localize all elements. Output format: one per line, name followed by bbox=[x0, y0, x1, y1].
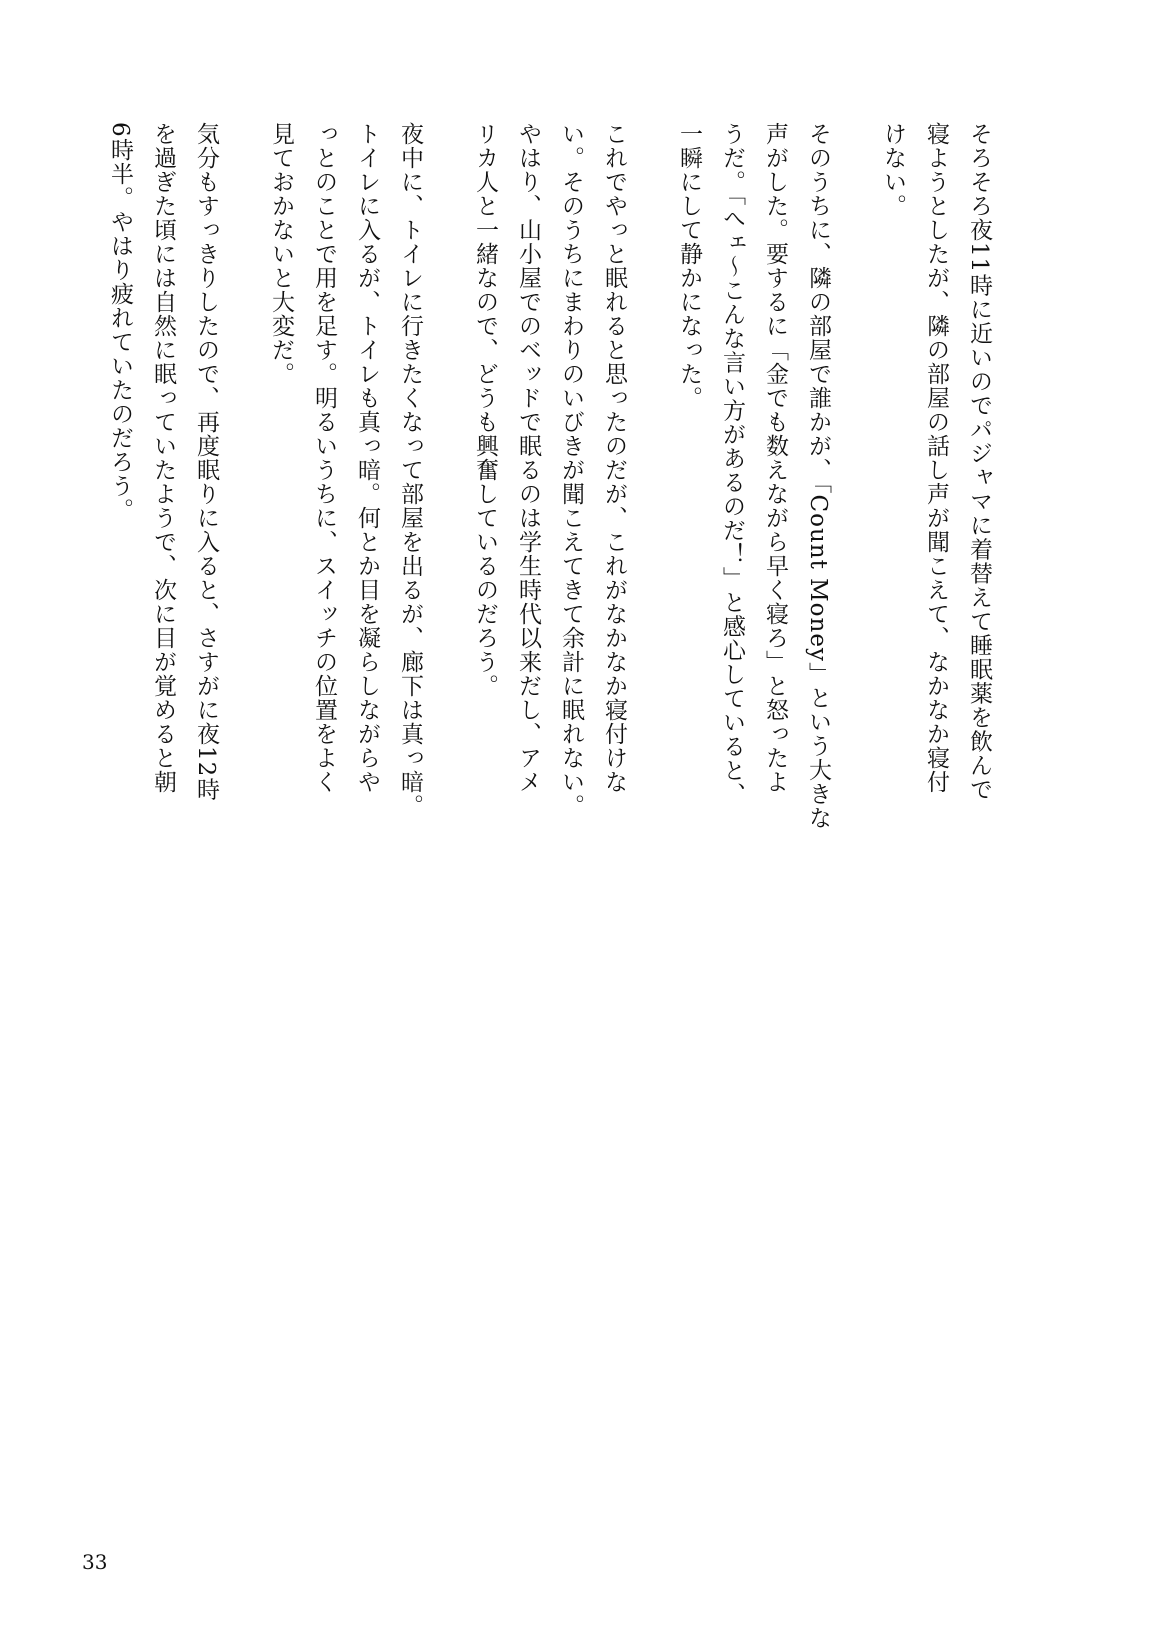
text-line: を過ぎた頃には自然に眠っていたようで、次に目が覚めると朝 bbox=[150, 122, 176, 794]
text-line: これでやっと眠れると思ったのだが、これがなかなか寝付けな bbox=[601, 122, 627, 794]
paragraph bbox=[98, 122, 227, 822]
paragraph bbox=[871, 122, 1000, 822]
text-line: トイレに入るが、トイレも真っ暗。何とか目を凝らしながらや bbox=[354, 122, 380, 794]
text-line: 6時半。やはり疲れていたのだろう。 bbox=[107, 122, 133, 522]
text-line: い。そのうちにまわりのいびきが聞こえてきて余計に眠れない。 bbox=[558, 122, 584, 818]
text-line: 気分もすっきりしたので、再度眠りに入ると、さすがに夜12時 bbox=[193, 122, 219, 802]
text-line: そのうちに、隣の部屋で誰かが、「Count Money」という大きな bbox=[805, 122, 831, 830]
text-line: うだ。「へェ～こんな言い方があるのだ！」と感心していると、 bbox=[719, 122, 745, 807]
text-line: そろそろ夜11時に近いのでパジャマに着替えて睡眠薬を飲んで bbox=[966, 122, 992, 802]
paragraph bbox=[667, 122, 839, 830]
text-line: けない。 bbox=[880, 122, 906, 218]
text-line: 一瞬にして静かになった。 bbox=[676, 122, 702, 410]
text-line: 夜中に、トイレに行きたくなって部屋を出るが、廊下は真っ暗。 bbox=[397, 122, 423, 818]
text-line: やはり、山小屋でのベッドで眠るのは学生時代以来だし、アメ bbox=[515, 122, 541, 794]
text-line: 見ておかないと大変だ。 bbox=[268, 122, 294, 386]
page-number: 33 bbox=[82, 1550, 108, 1574]
paragraph bbox=[463, 122, 635, 822]
text-line: リカ人と一緒なので、どうも興奮しているのだろう。 bbox=[472, 122, 498, 698]
text-line: 声がした。要するに「金でも数えながら早く寝ろ」と怒ったよ bbox=[762, 122, 788, 794]
body-text bbox=[98, 122, 1000, 830]
text-line: っとのことで用を足す。明るいうちに、スイッチの位置をよく bbox=[311, 122, 337, 794]
text-line: 寝ようとしたが、隣の部屋の話し声が聞こえて、なかなか寝付 bbox=[923, 122, 949, 794]
paragraph bbox=[259, 122, 431, 822]
